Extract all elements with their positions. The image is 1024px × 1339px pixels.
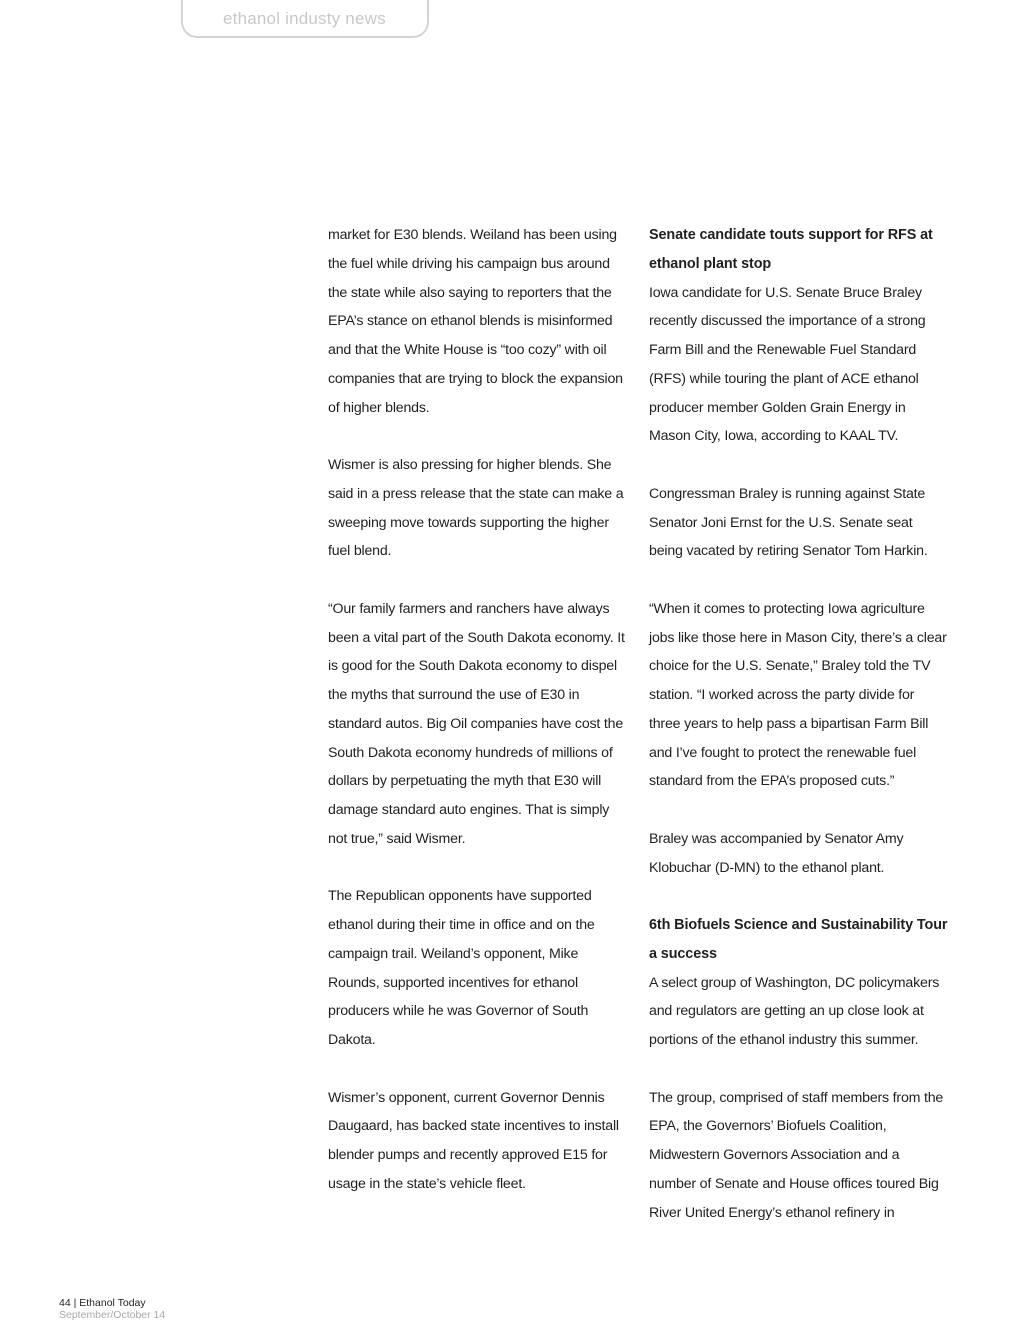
footer-line-1 (59, 1297, 165, 1309)
section-label: ethanol industy news (223, 9, 386, 28)
paragraph: Wismer’s opponent, current Governor Dennis Daugaard, has backed state incentives to install blender pumps and recently approved E15 for usage in the state’s vehicle fleet. (328, 1089, 619, 1192)
article-headline: Senate candidate touts support for RFS at ethanol plant stop (649, 227, 933, 272)
section-header-tab (181, 0, 429, 38)
paragraph: market for E30 blends. Weiland has been using the fuel while driving his campaign bus around the state while also saying to reporters that the EPA’s stance on ethanol blends is misinformed and that the White House is “too cozy” with oil companies that are trying to block the expansion of higher blends. (328, 227, 623, 416)
paragraph: The Republican opponents have supported ethanol during their time in office and on the campaign trail. Weiland’s opponent, Mike Rounds, supported incentives for ethanol producers while he was Governor of South Dakota. (328, 888, 595, 1048)
issue-date: September/October 14 (59, 1309, 166, 1321)
paragraph: Iowa candidate for U.S. Senate Bruce Braley recently discussed the importance of a strong Farm Bill and the Renewable Fuel Standard (RFS) while touring the plant of ACE ethanol producer member Golden Grain Energy in Mason City, Iowa, according to KAAL TV. (649, 284, 926, 445)
paragraph: Wismer is also pressing for higher blends. She said in a press release that the state can make a sweeping move towards supporting the higher fuel blend. (328, 457, 624, 560)
paragraph: Congressman Braley is running against State Senator Joni Ernst for the U.S. Senate seat being vacated by retiring Senator Tom Harkin. (649, 485, 928, 560)
paragraph: “Our family farmers and ranchers have always been a vital part of the South Dakota economy. It is good for the South Dakota economy to dispel the myths that surround the use of E30 in standard autos. Big Oil companies have cost the South Dakota economy hundreds of millions of dollars by perpetuating the myth that E30 will damage standard auto engines. That is simply not true,” said Wismer. (328, 600, 625, 847)
paragraph: Braley was accompanied by Senator Amy Klobuchar (D-MN) to the ethanol plant. (649, 830, 904, 876)
page-footer (59, 1297, 165, 1321)
paragraph: “When it comes to protecting Iowa agriculture jobs like those here in Mason City, there’s a clear choice for the U.S. Senate,” Braley told the TV station. “I worked across the party divide for three years to help pass a bipartisan Farm Bill and I’ve fought to protect the renewable fuel standard from the EPA’s proposed cuts.” (649, 600, 947, 790)
page-number: 44 (59, 1297, 71, 1309)
article-headline: 6th Biofuels Science and Sustainability Tour a success (649, 917, 948, 962)
footer-separator: | (73, 1297, 77, 1309)
left-column (328, 221, 628, 1227)
paragraph: The group, comprised of staff members from the EPA, the Governors’ Biofuels Coalition, Midwestern Governors Association and a number of Senate and House offices toured Big River United Energy’s ethanol refinery in (649, 1089, 944, 1221)
publication-name: Ethanol Today (79, 1297, 146, 1309)
paragraph: A select group of Washington, DC policymakers and regulators are getting an up close look at portions of the ethanol industry this summer. (649, 974, 940, 1048)
right-column (649, 221, 949, 1256)
